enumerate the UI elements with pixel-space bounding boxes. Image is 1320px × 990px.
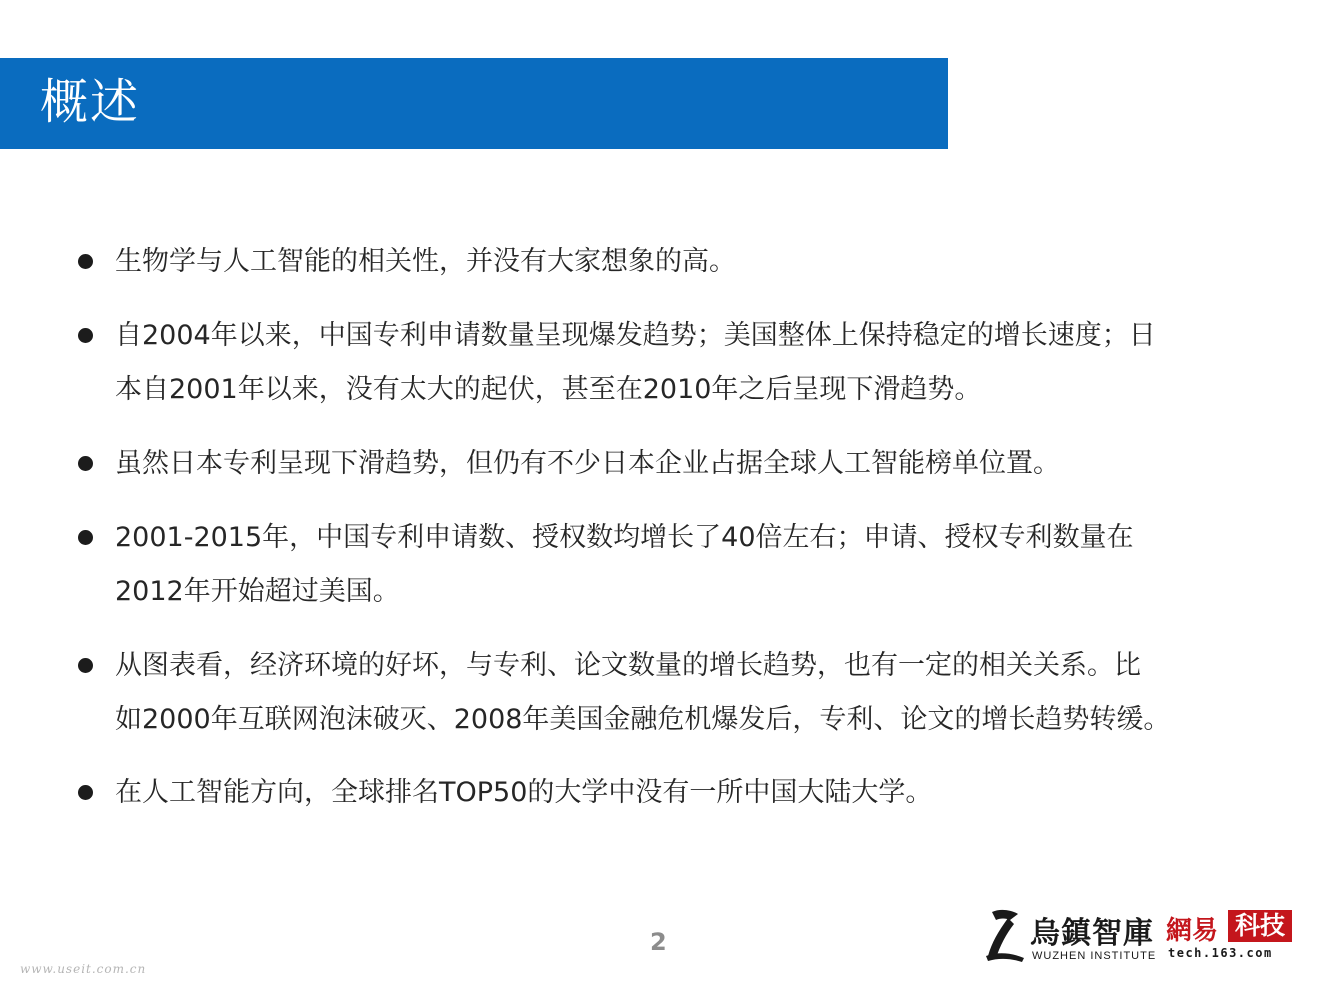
bullet-line: 2001-2015年，中国专利申请数、授权数均增长了40倍左右；申请、授权专利数量在: [115, 522, 1134, 553]
watermark: www.useit.com.cn: [20, 962, 147, 976]
bullet-line: 虽然日本专利呈现下滑趋势，但仍有不少日本企业占据全球人工智能榜单位置。: [115, 448, 1060, 479]
netease-url: tech.163.com: [1168, 946, 1273, 960]
bullet-line: 本自2001年以来，没有太大的起伏，甚至在2010年之后呈现下滑趋势。: [115, 374, 982, 405]
bullet-dot-icon: [78, 328, 93, 343]
bullet-line: 自2004年以来，中国专利申请数量呈现爆发趋势；美国整体上保持稳定的增长速度；日: [115, 320, 1156, 351]
bullet-line: 生物学与人工智能的相关性，并没有大家想象的高。: [115, 246, 736, 277]
netease-tech-logo: [1166, 906, 1296, 966]
bullet-text: [115, 511, 1275, 619]
bullet-line: 在人工智能方向，全球排名TOP50的大学中没有一所中国大陆大学。: [115, 777, 933, 808]
bullet-dot-icon: [78, 530, 93, 545]
page-title: 概述: [40, 74, 141, 130]
netease-name: 網易: [1166, 916, 1219, 946]
bullet-line: 2012年开始超过美国。: [115, 576, 400, 607]
wuzhen-institute-logo: [982, 906, 1157, 966]
bullet-dot-icon: [78, 785, 93, 800]
bullet-text: [115, 437, 1275, 491]
tech-label: 科技: [1228, 910, 1292, 942]
wuzhen-name: 烏鎮智庫: [1030, 916, 1154, 951]
bullet-dot-icon: [78, 456, 93, 471]
bullet-line: 从图表看，经济环境的好坏，与专利、论文数量的增长趋势，也有一定的相关关系。比: [115, 650, 1141, 681]
bullet-text: [115, 766, 1275, 820]
bullet-text: [115, 309, 1275, 417]
page-number: 2: [650, 928, 667, 956]
bullet-dot-icon: [78, 658, 93, 673]
bullet-line: 如2000年互联网泡沫破灭、2008年美国金融危机爆发后，专利、论文的增长趋势转缓。: [115, 704, 1171, 735]
bullet-text: [115, 235, 1275, 289]
bullet-dot-icon: [78, 254, 93, 269]
bullet-text: [115, 639, 1275, 747]
wuzhen-emblem-icon: [982, 906, 1032, 964]
wuzhen-english-name: WUZHEN INSTITUTE: [1032, 950, 1157, 962]
